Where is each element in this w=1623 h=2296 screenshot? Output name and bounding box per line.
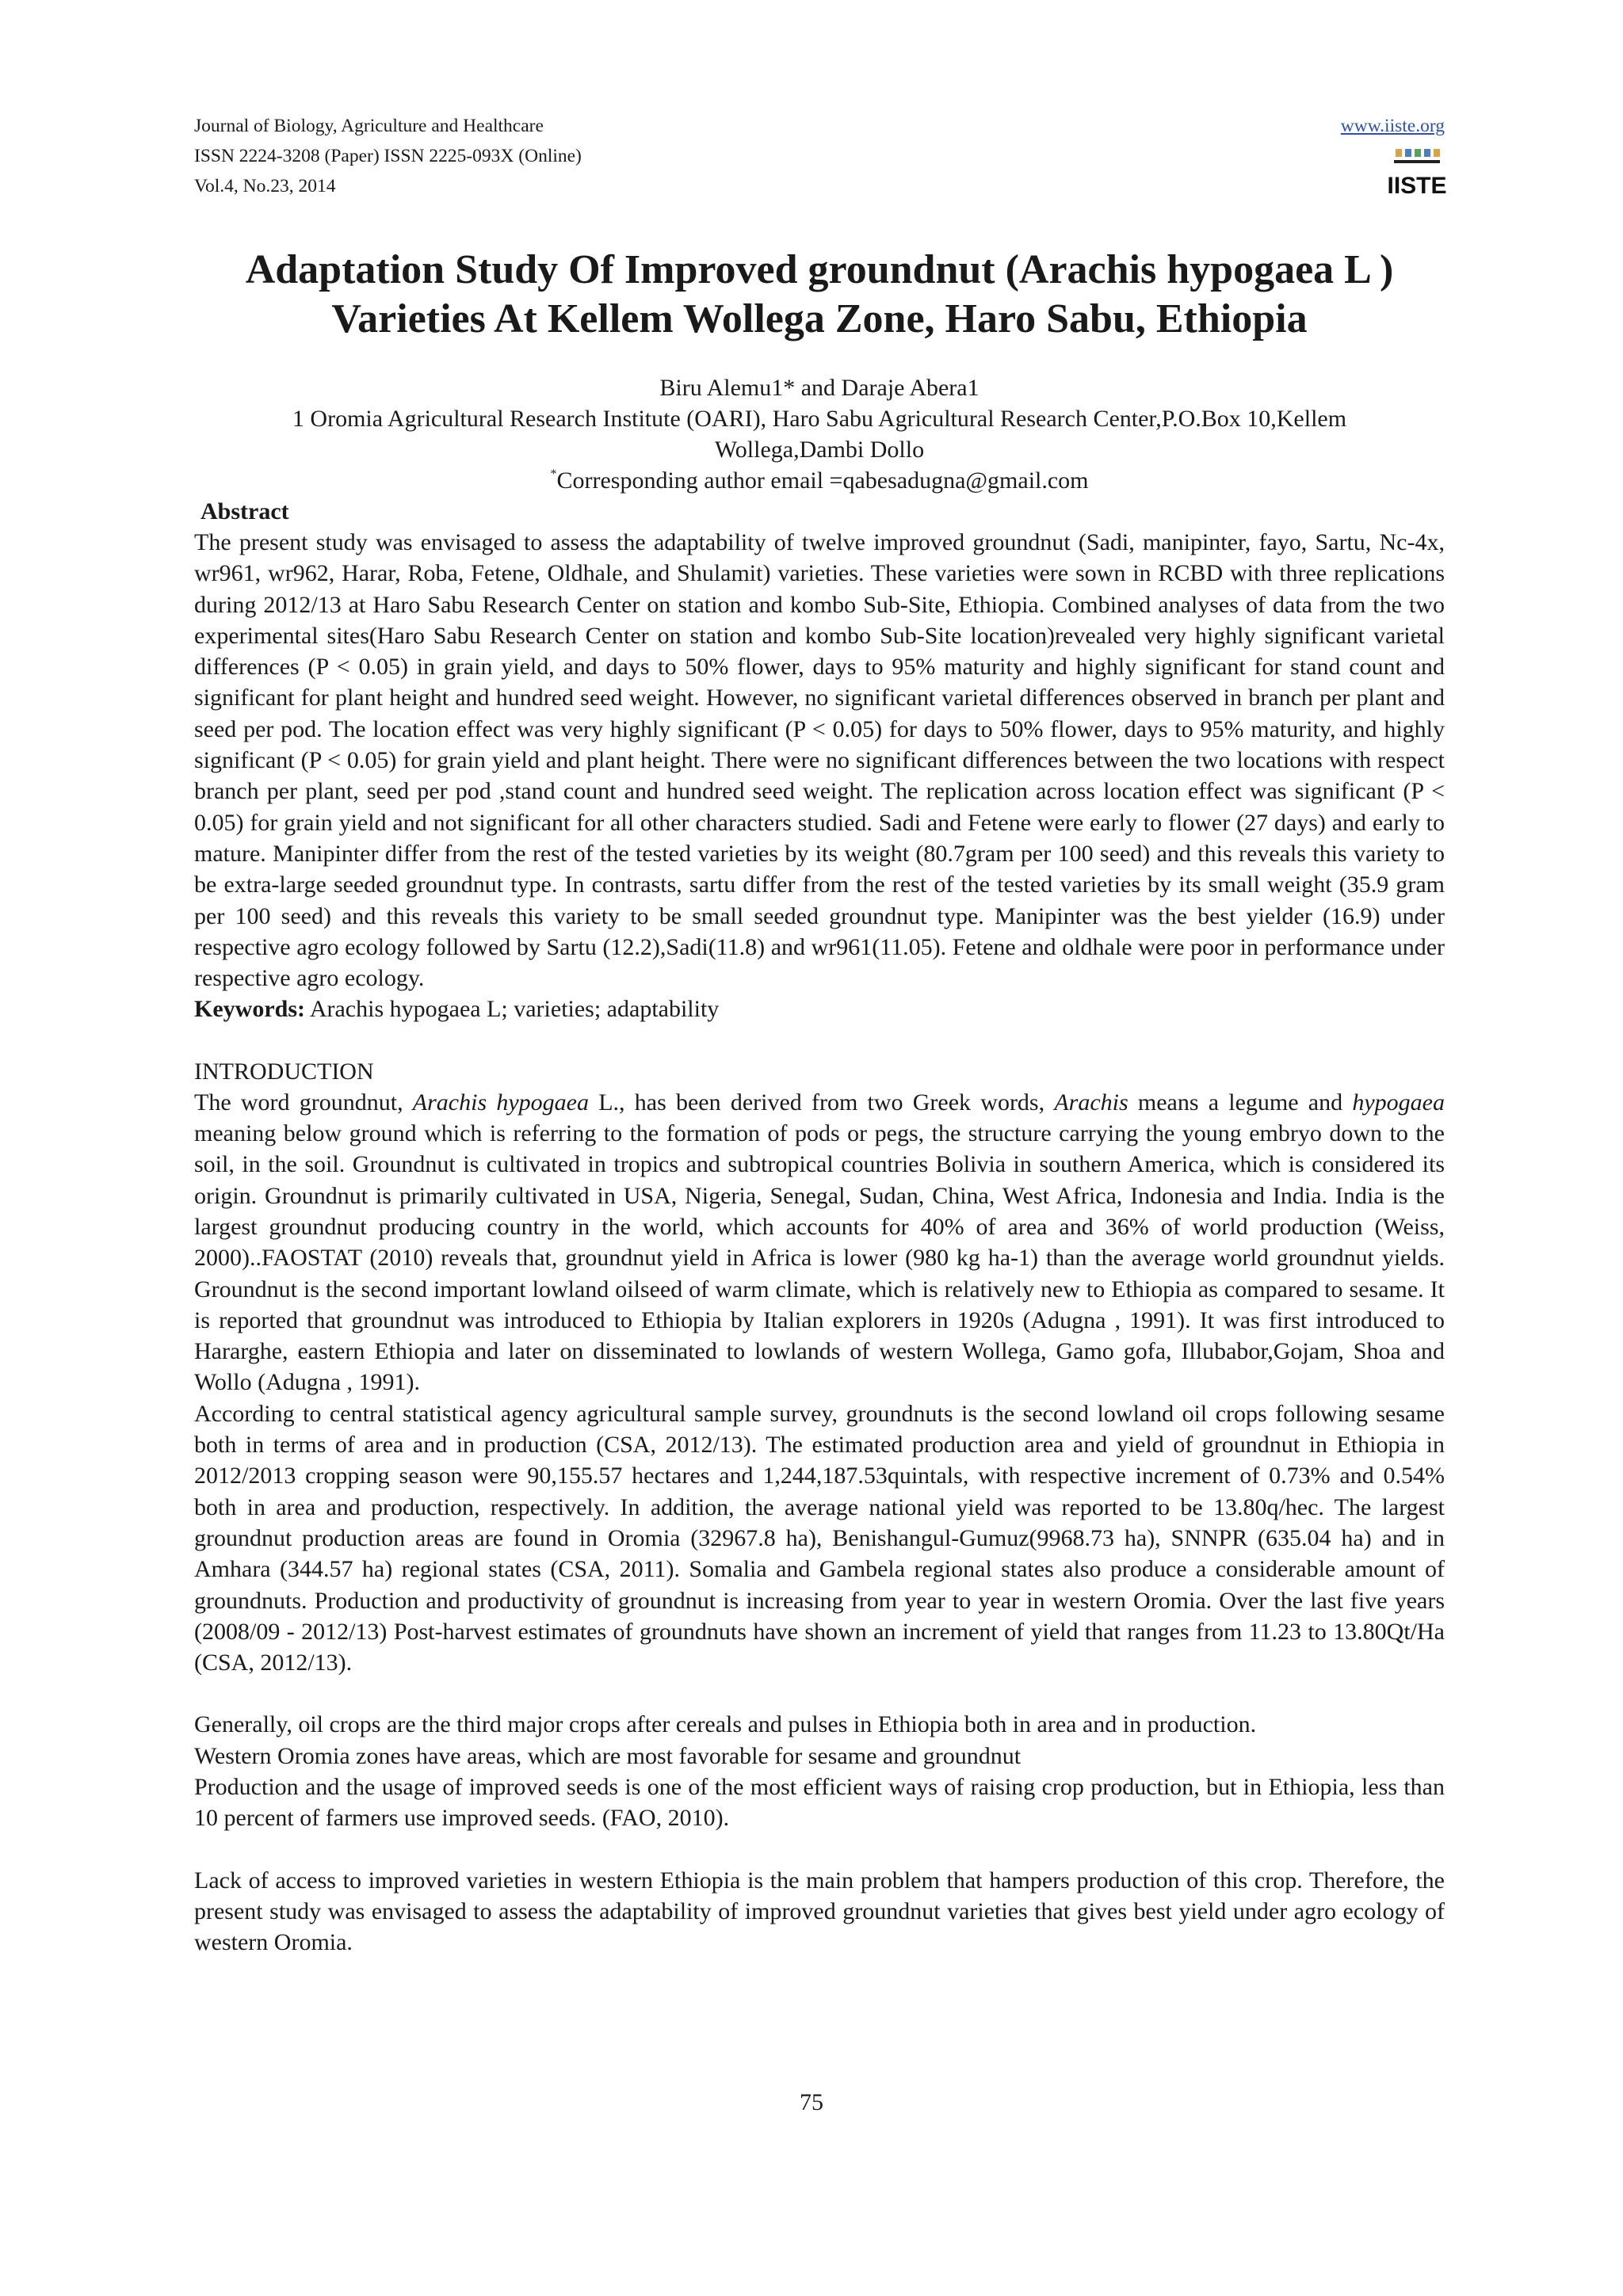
intro-text: meaning below ground which is referring to the formation of pods or pegs, the structure carrying the young embryo down to the soil, in the soil. Groundnut is cultivated in tropics and subtropical countries Bolivia in southern America, which is considered its origin. Groundnut is primarily cultivated in USA, Nigeria, Senegal, Sudan, China, West Africa, Indonesia and India. India is the largest groundnut producing country in the world, which accounts for 40% of area and 36% of world production (Weiss, 2000)..FAOSTAT (2010) reveals that, groundnut yield in Africa is lower (980 kg ha-1) than the average world groundnut yields. Groundnut is the second important lowland oilseed of warm climate, which is relatively new to Ethiopia as compared to sesame. It is reported that groundnut was introduced to Ethiopia by Italian explorers in 1920s (Adugna , 1991). It was first introduced to Hararghe, eastern Ethiopia and later on disseminated to lowlands of western Wollega, Gamo gofa, Illubabor,Gojam, Shoa and Wollo (Adugna , 1991).: [194, 1120, 1445, 1396]
svg-text:IISTE: IISTE: [1387, 173, 1447, 199]
paper-title-line1: Adaptation Study Of Improved groundnut (Arachis hypogaea L ): [245, 247, 1394, 292]
paper-title: [194, 214, 1445, 344]
paragraph-gap: [194, 1678, 1445, 1709]
iiste-logo: [1387, 146, 1447, 203]
abstract-text: The present study was envisaged to assess the adaptability of twelve improved groundnut (Sadi, manipinter, fayo, Sartu, Nc-4x, wr961, wr962, Harar, Roba, Fetene, Oldhale, and Shulamit) varieties. These varieties were sown in RCBD with three replications during 2012/13 at Haro Sabu Research Center on station and kombo Sub-Site, Ethiopia. Combined analyses of data from the two experimental sites(Haro Sabu Research Center on station and kombo Sub-Site location)revealed very highly significant varietal differences (P < 0.05) in grain yield, and days to 50% flower, days to 95% maturity and highly significant for stand count and significant for plant height and hundred seed weight. However, no significant varietal differences observed in branch per plant and seed per pod. The location effect was very highly significant (P < 0.05) for days to 50% flower, days to 95% maturity, and highly significant (P < 0.05) for grain yield and plant height. There were no significant differences between the two locations with respect branch per plant, seed per pod ,stand count and hundred seed weight. The replication across location effect was significant (P < 0.05) for grain yield and not significant for all other characters studied. Sadi and Fetene were early to flower (27 days) and early to mature. Manipinter differ from the rest of the tested varieties by its weight (80.7gram per 100 seed) and this reveals this variety to be extra-large seeded groundnut type. In contrasts, sartu differ from the rest of the tested varieties by its small weight (35.9 gram per 100 seed) and this reveals this variety to be small seeded groundnut type. Manipinter was the best yielder (16.9) under respective agro ecology followed by Sartu (12.2),Sadi(11.8) and wr961(11.05). Fetene and oldhale were poor in performance under respective agro ecology.: [194, 529, 1445, 992]
keywords-text: Arachis hypogaea L; varieties; adaptability: [304, 996, 720, 1023]
species-term: hypogaea: [1352, 1089, 1445, 1116]
corresponding-email: Corresponding author email =qabesadugna@gmail.com: [556, 467, 1089, 494]
western-oromia-line: Western Oromia zones have areas, which are most favorable for sesame and groundnut: [194, 1742, 1022, 1769]
paragraph-gap: [194, 1834, 1445, 1865]
abstract-heading: Abstract: [200, 498, 289, 524]
intro-text: L., has been derived from two Greek words,: [588, 1089, 1055, 1116]
affiliation-line1: 1 Oromia Agricultural Research Institute (OARI), Haro Sabu Agricultural Research Center,P.O.Box 10,Kellem: [292, 406, 1347, 432]
paper-title-line2: Varieties At Kellem Wollega Zone, Haro Sabu, Ethiopia: [331, 296, 1308, 341]
page: [194, 111, 1445, 1958]
oil-crops-line: Generally, oil crops are the third major crops after cereals and pulses in Ethiopia both in area and in production.: [194, 1711, 1257, 1738]
journal-name: Journal of Biology, Agriculture and Healthcare: [194, 116, 544, 136]
keywords: [194, 994, 1445, 1024]
journal-header: [194, 111, 1445, 214]
journal-volume: Vol.4, No.23, 2014: [194, 176, 336, 196]
author-block: [194, 372, 1445, 496]
introduction-heading: INTRODUCTION: [194, 1058, 374, 1085]
journal-issn: ISSN 2224-3208 (Paper) ISSN 2225-093X (Online): [194, 146, 582, 166]
intro-text: means a legume and: [1128, 1089, 1353, 1116]
intro-paragraph-1: [194, 1087, 1445, 1398]
genus-term: Arachis: [1054, 1089, 1128, 1116]
intro-paragraph-2: According to central statistical agency agricultural sample survey, groundnuts is the second lowland oil crops following sesame both in terms of area and in production (CSA, 2012/13). The estimated production area and yield of groundnut in Ethiopia in 2012/2013 cropping season were 90,155.57 hectares and 1,244,187.53quintals, with respective increment of 0.73% and 0.54% both in area and production, respectively. In addition, the average national yield was reported to be 13.80q/hec. The largest groundnut production areas are found in Oromia (32967.8 ha), Benishangul-Gumuz(9968.73 ha), SNNPR (635.04 ha) and in Amhara (344.57 ha) regional states (CSA, 2011). Somalia and Gambela regional states also produce a considerable amount of groundnuts. Production and productivity of groundnut is increasing from year to year in western Oromia. Over the last five years (2008/09 - 2012/13) Post-harvest estimates of groundnuts have shown an increment of yield that ranges from 11.23 to 13.80Qt/Ha (CSA, 2012/13).: [194, 1400, 1445, 1676]
intro-text: The word groundnut,: [194, 1089, 413, 1116]
author-names: Biru Alemu1* and Daraje Abera1: [659, 375, 980, 401]
improved-seeds-paragraph: Production and the usage of improved seeds is one of the most efficient ways of raising crop production, but in Ethiopia, less than 10 percent of farmers use improved seeds. (FAO, 2010).: [194, 1773, 1445, 1832]
journal-url-link[interactable]: www.iiste.org: [1340, 116, 1445, 136]
species-name: Arachis hypogaea: [412, 1089, 589, 1116]
corresponding-author: [194, 465, 1445, 496]
affiliation-line2: Wollega,Dambi Dollo: [714, 437, 925, 463]
problem-statement-paragraph: Lack of access to improved varieties in western Ethiopia is the main problem that hampers production of this crop. Therefore, the present study was envisaged to assess the adaptability of improved groundnut varieties that gives best yield under agro ecology of western Oromia.: [194, 1867, 1445, 1956]
corresponding-mark: *: [550, 467, 557, 481]
keywords-label: Keywords:: [194, 996, 305, 1023]
page-number: 75: [800, 2089, 823, 2115]
